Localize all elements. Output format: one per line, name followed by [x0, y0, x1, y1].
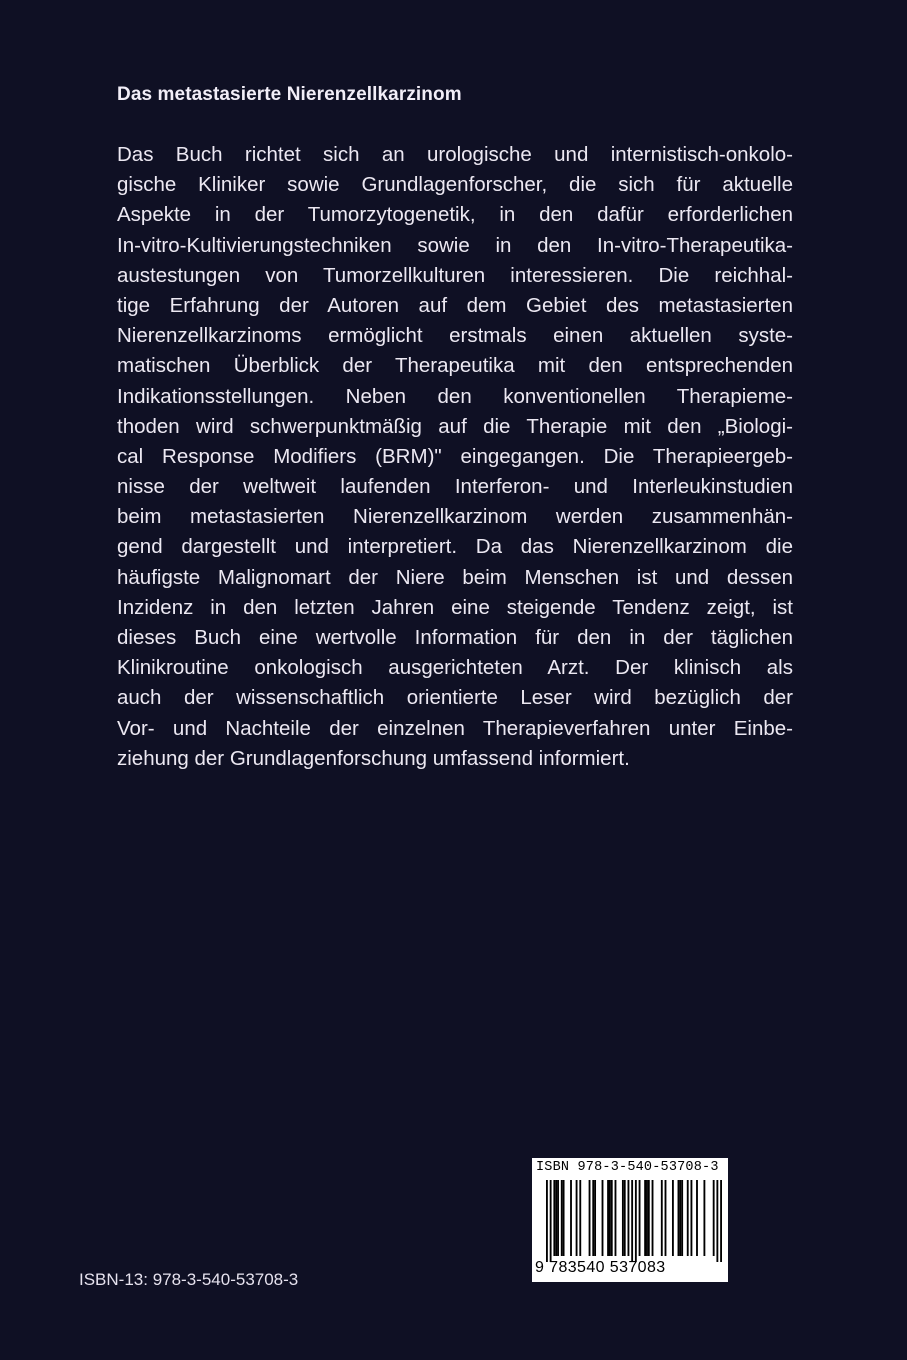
blurb-line: matischen Überblick der Therapeutika mit den entsprechenden	[117, 354, 793, 378]
blurb-line: gische Kliniker sowie Grundlagenforscher, die sich für aktuelle	[117, 173, 793, 197]
barcode-bar	[661, 1180, 663, 1256]
blurb-line: Inzidenz in den letzten Jahren eine steigende Tendenz zeigt, ist	[117, 595, 793, 619]
barcode-bar	[570, 1180, 572, 1256]
barcode-bar	[681, 1180, 683, 1256]
barcode-bar	[607, 1180, 609, 1256]
barcode-bar	[716, 1180, 718, 1262]
isbn-13-label: ISBN-13: 978-3-540-53708-3	[79, 1270, 299, 1289]
barcode-bar	[628, 1180, 630, 1256]
barcode-bar	[644, 1180, 646, 1256]
barcode-bar	[546, 1180, 548, 1262]
barcode-bar	[615, 1180, 617, 1256]
barcode-bar	[672, 1180, 674, 1256]
barcode-bar	[624, 1180, 626, 1256]
barcode-bar	[550, 1180, 552, 1262]
blurb-line: Nierenzellkarzinoms ermöglicht erstmals einen aktuellen syste-	[117, 324, 793, 348]
barcode-bar	[609, 1180, 611, 1256]
barcode-bar	[592, 1180, 594, 1256]
barcode-bar	[557, 1180, 559, 1256]
barcode-bar	[589, 1180, 591, 1256]
barcode-bar	[563, 1180, 565, 1256]
barcode-bar	[639, 1180, 641, 1256]
barcode-bar	[703, 1180, 705, 1256]
barcode-bar	[576, 1180, 578, 1256]
blurb-line: Indikationsstellungen. Neben den konventionellen Therapieme-	[117, 384, 793, 408]
barcode-bar	[687, 1180, 689, 1256]
barcode-icon	[546, 1180, 722, 1262]
blurb-line: In-vitro-Kultivierungstechniken sowie in den In-vitro-Therapeutika-	[117, 233, 793, 257]
blurb-line: Das Buch richtet sich an urologische und internistisch-onkolo-	[117, 143, 793, 166]
blurb-line: beim metastasierten Nierenzellkarzinom werden zusammenhän-	[117, 505, 793, 529]
barcode-bar	[611, 1180, 613, 1256]
blurb-line: dieses Buch eine wertvolle Information für den in der täglichen	[117, 626, 793, 649]
barcode-bar	[665, 1180, 667, 1256]
blurb-line: häufigste Malignomart der Niere beim Menschen ist und dessen	[117, 565, 793, 589]
book-title: Das metastasierte Nierenzellkarzinom	[117, 84, 462, 105]
blurb-line: Vor- und Nachteile der einzelnen Therapieverfahren unter Einbe-	[117, 716, 793, 740]
barcode-bar	[635, 1180, 637, 1262]
barcode-bar	[648, 1180, 650, 1256]
blurb-line: tige Erfahrung der Autoren auf dem Gebiet des metastasierten	[117, 293, 793, 317]
blurb-line: Aspekte in der Tumorzytogenetik, in den dafür erforderlichen	[117, 203, 793, 227]
barcode-bar	[646, 1180, 648, 1256]
blurb-line: cal Response Modifiers (BRM)" eingegangen. Die Therapieergeb-	[117, 444, 793, 468]
blurb-line: ziehung der Grundlagenforschung umfassend informiert.	[117, 746, 630, 770]
barcode-bar	[622, 1180, 624, 1256]
blurb-line: thoden wird schwerpunktmäßig auf die Therapie mit den „Biologi-	[117, 414, 793, 438]
barcode-bar	[631, 1180, 633, 1262]
blurb-line: austestungen von Tumorzellkulturen interessieren. Die reichhal-	[117, 263, 793, 287]
barcode-bar	[579, 1180, 581, 1256]
barcode-panel	[532, 1158, 728, 1282]
barcode-bar	[555, 1180, 557, 1256]
barcode-bar	[679, 1180, 681, 1256]
barcode-bar	[696, 1180, 698, 1256]
barcode-digits: 9 783540 537083	[535, 1259, 666, 1276]
barcode-bar	[691, 1180, 693, 1256]
barcode-bar	[678, 1180, 680, 1256]
blurb-line: gend dargestellt und interpretiert. Da das Nierenzellkarzinom die	[117, 535, 793, 559]
blurb-line: Klinikroutine onkologisch ausgerichteten Arzt. Der klinisch als	[117, 656, 793, 680]
blurb-line: auch der wissenschaftlich orientierte Leser wird bezüglich der	[117, 686, 793, 710]
barcode-bar	[713, 1180, 715, 1256]
barcode-bar	[594, 1180, 596, 1256]
barcode-bar	[561, 1180, 563, 1256]
barcode-bar	[652, 1180, 654, 1256]
barcode-isbn-text: ISBN 978-3-540-53708-3	[536, 1160, 719, 1175]
blurb-line: nisse der weltweit laufenden Interferon- und Interleukinstudien	[117, 475, 793, 499]
barcode-bar	[553, 1180, 555, 1256]
barcode-bar	[720, 1180, 722, 1262]
barcode-bar	[602, 1180, 604, 1256]
